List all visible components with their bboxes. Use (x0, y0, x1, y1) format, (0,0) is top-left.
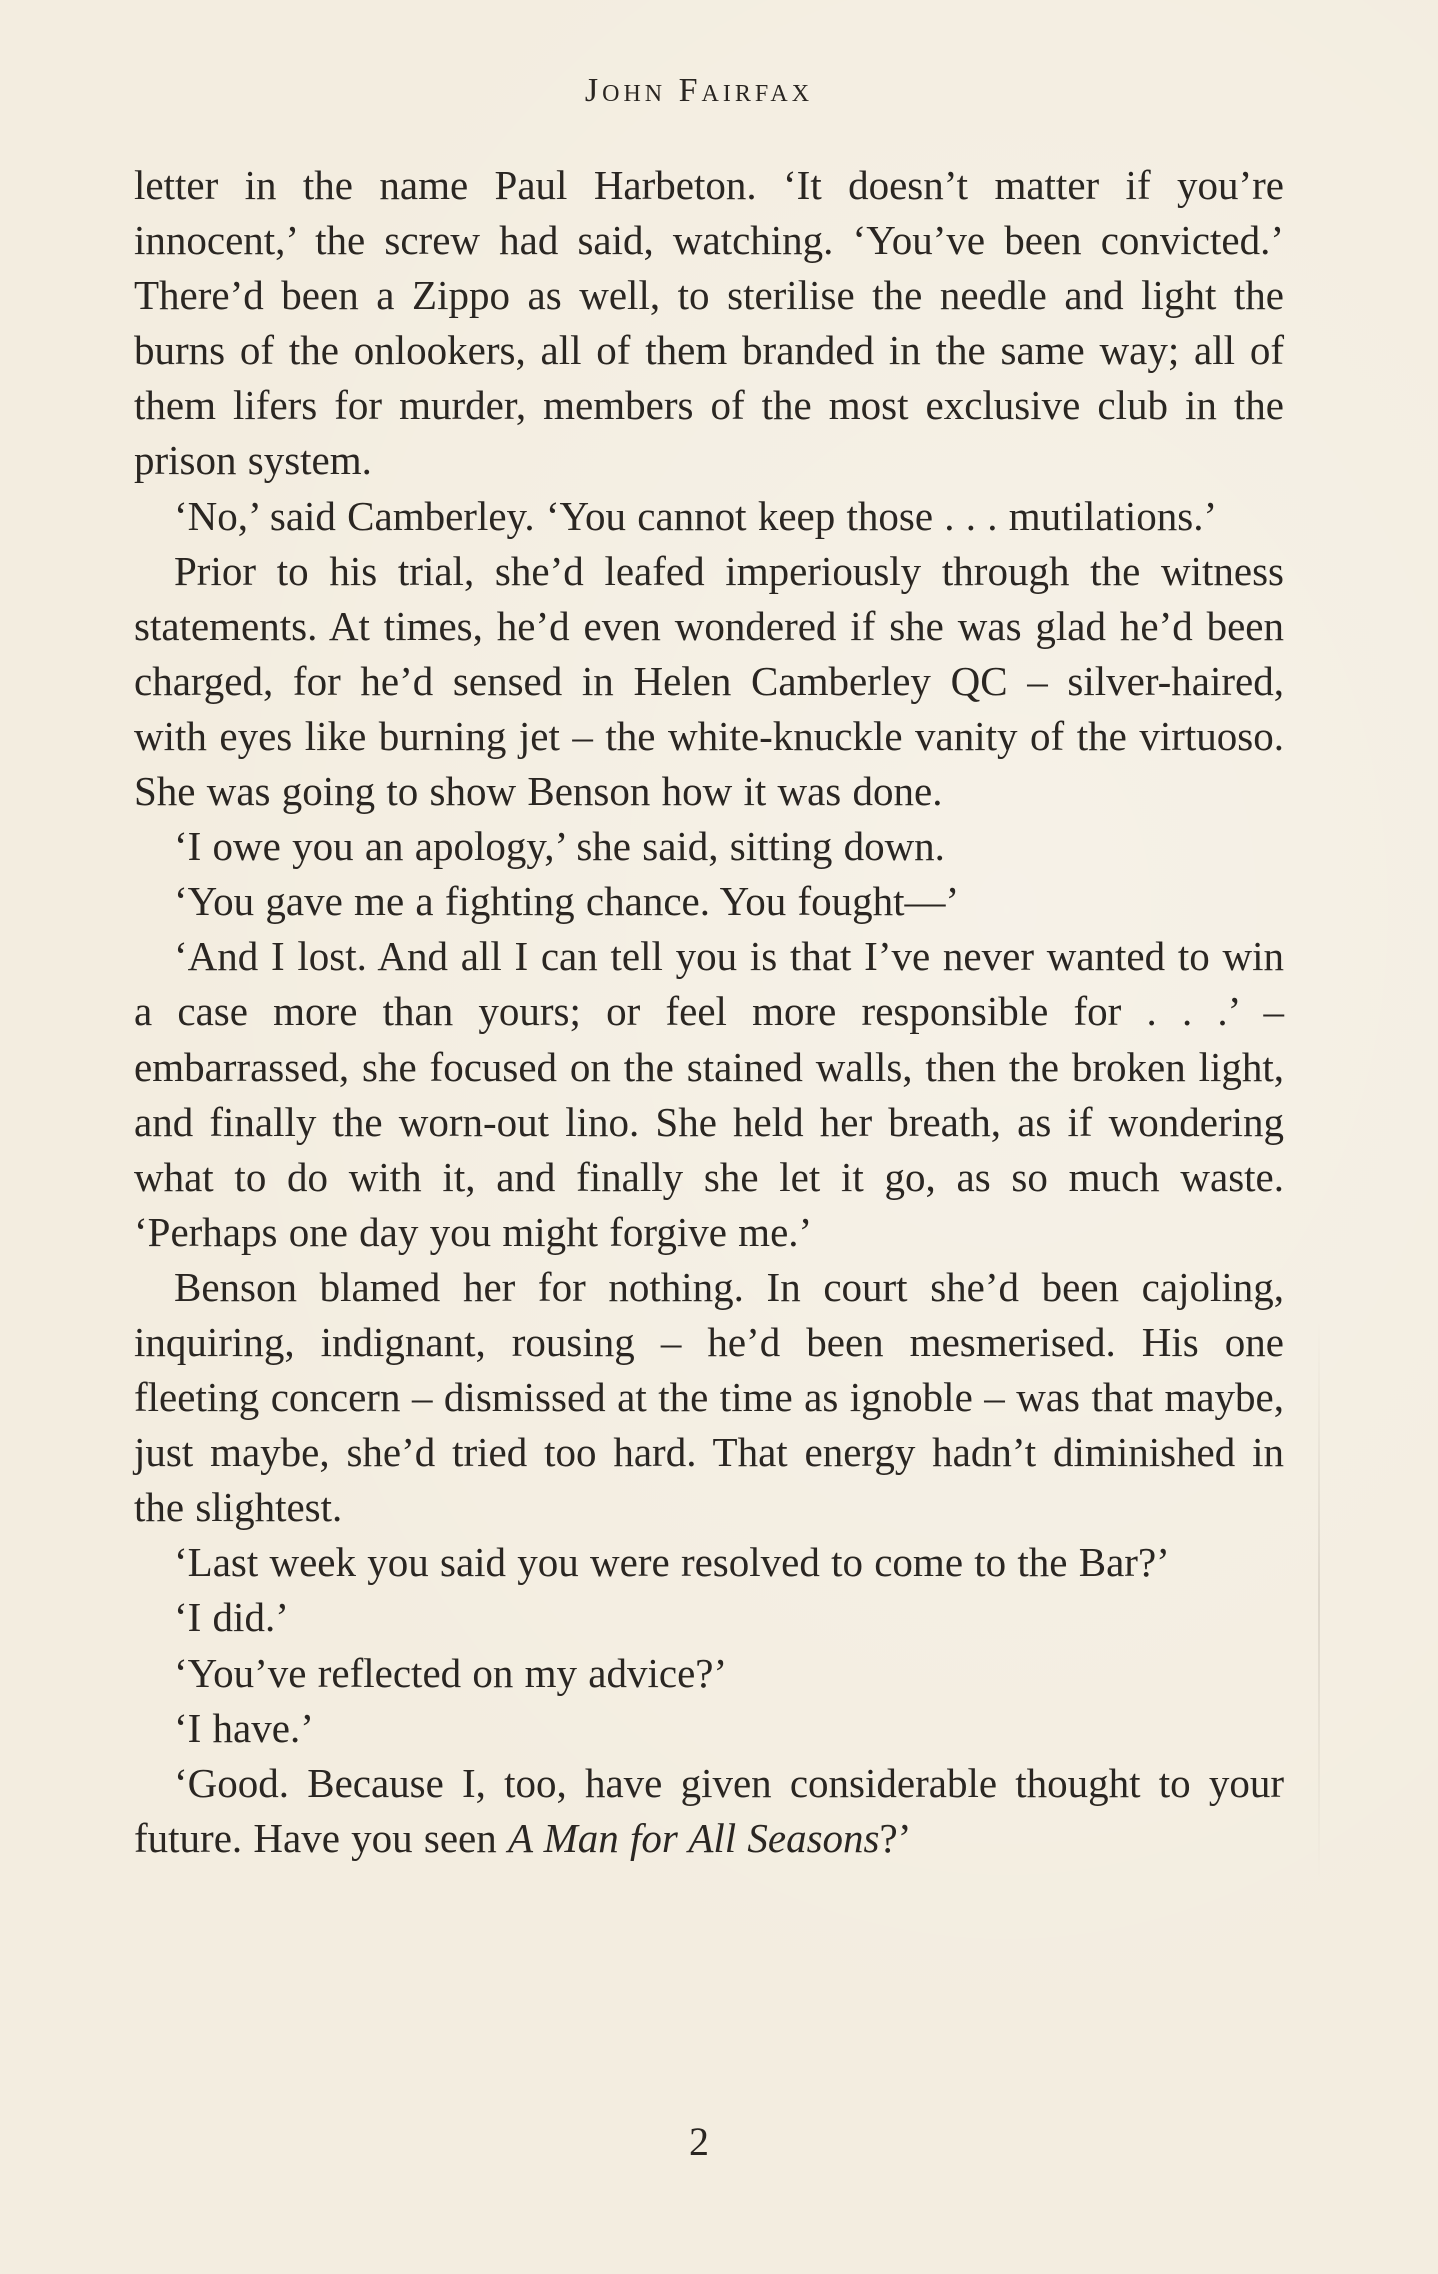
paragraph (134, 1756, 1284, 1866)
paragraph: Benson blamed her for nothing. In court she’d been cajoling, inquiring, indignant, rousing – he’d been mesmerised. His one fleeting concern – dismissed at the time as ignoble – was that maybe, just maybe, she’d tried too hard. That energy hadn’t diminished in the slightest. (134, 1263, 1284, 1531)
body-text (134, 158, 1284, 1866)
page-number: 2 (689, 2119, 709, 2164)
paragraph: ‘I owe you an apology,’ she said, sitting down. (174, 823, 945, 870)
paragraph-text: ‘Good. Because I, too, have given considerable thought to your future. Have you seen (134, 1759, 1284, 1861)
page-crease (1318, 1320, 1320, 1880)
paragraph-text-end: ?’ (879, 1814, 912, 1861)
paragraph: ‘I have.’ (174, 1704, 314, 1751)
paragraph: ‘I did.’ (174, 1594, 289, 1641)
italic-title: A Man for All Seasons (508, 1814, 880, 1861)
paragraph: Prior to his trial, she’d leafed imperiously through the witness statements. At times, he’d even wondered if she was glad he’d been charged, for he’d sensed in Helen Camberley QC – silver-haired, with eyes like burning jet – the white-knuckle vanity of the virtuoso. She was going to show Benson how it was done. (134, 547, 1284, 815)
paragraph: ‘You gave me a fighting chance. You fought—’ (174, 878, 960, 925)
running-head: John Fairfax (584, 72, 814, 109)
paragraph: ‘Last week you said you were resolved to come to the Bar?’ (174, 1539, 1170, 1586)
paragraph: letter in the name Paul Harbeton. ‘It doesn’t matter if you’re innocent,’ the screw had said, watching. ‘You’ve been convicted.’ There’d been a Zippo as well, to sterilise the needle and light the burns of the onlookers, all of them branded in the same way; all of them lifers for murder, members of the most exclusive club in the prison system. (134, 162, 1284, 484)
paragraph: ‘And I lost. And all I can tell you is that I’ve never wanted to win a case more than yours; or feel more responsible for . . .’ – embarrassed, she focused on the stained walls, then the broken light, and finally the worn-out lino. She held her breath, as if wondering what to do with it, and finally she let it go, as so much waste. ‘Perhaps one day you might forgive me.’ (134, 933, 1284, 1255)
paragraph: ‘No,’ said Camberley. ‘You cannot keep those . . . mutilations.’ (174, 492, 1218, 539)
paragraph: ‘You’ve reflected on my advice?’ (174, 1649, 728, 1696)
